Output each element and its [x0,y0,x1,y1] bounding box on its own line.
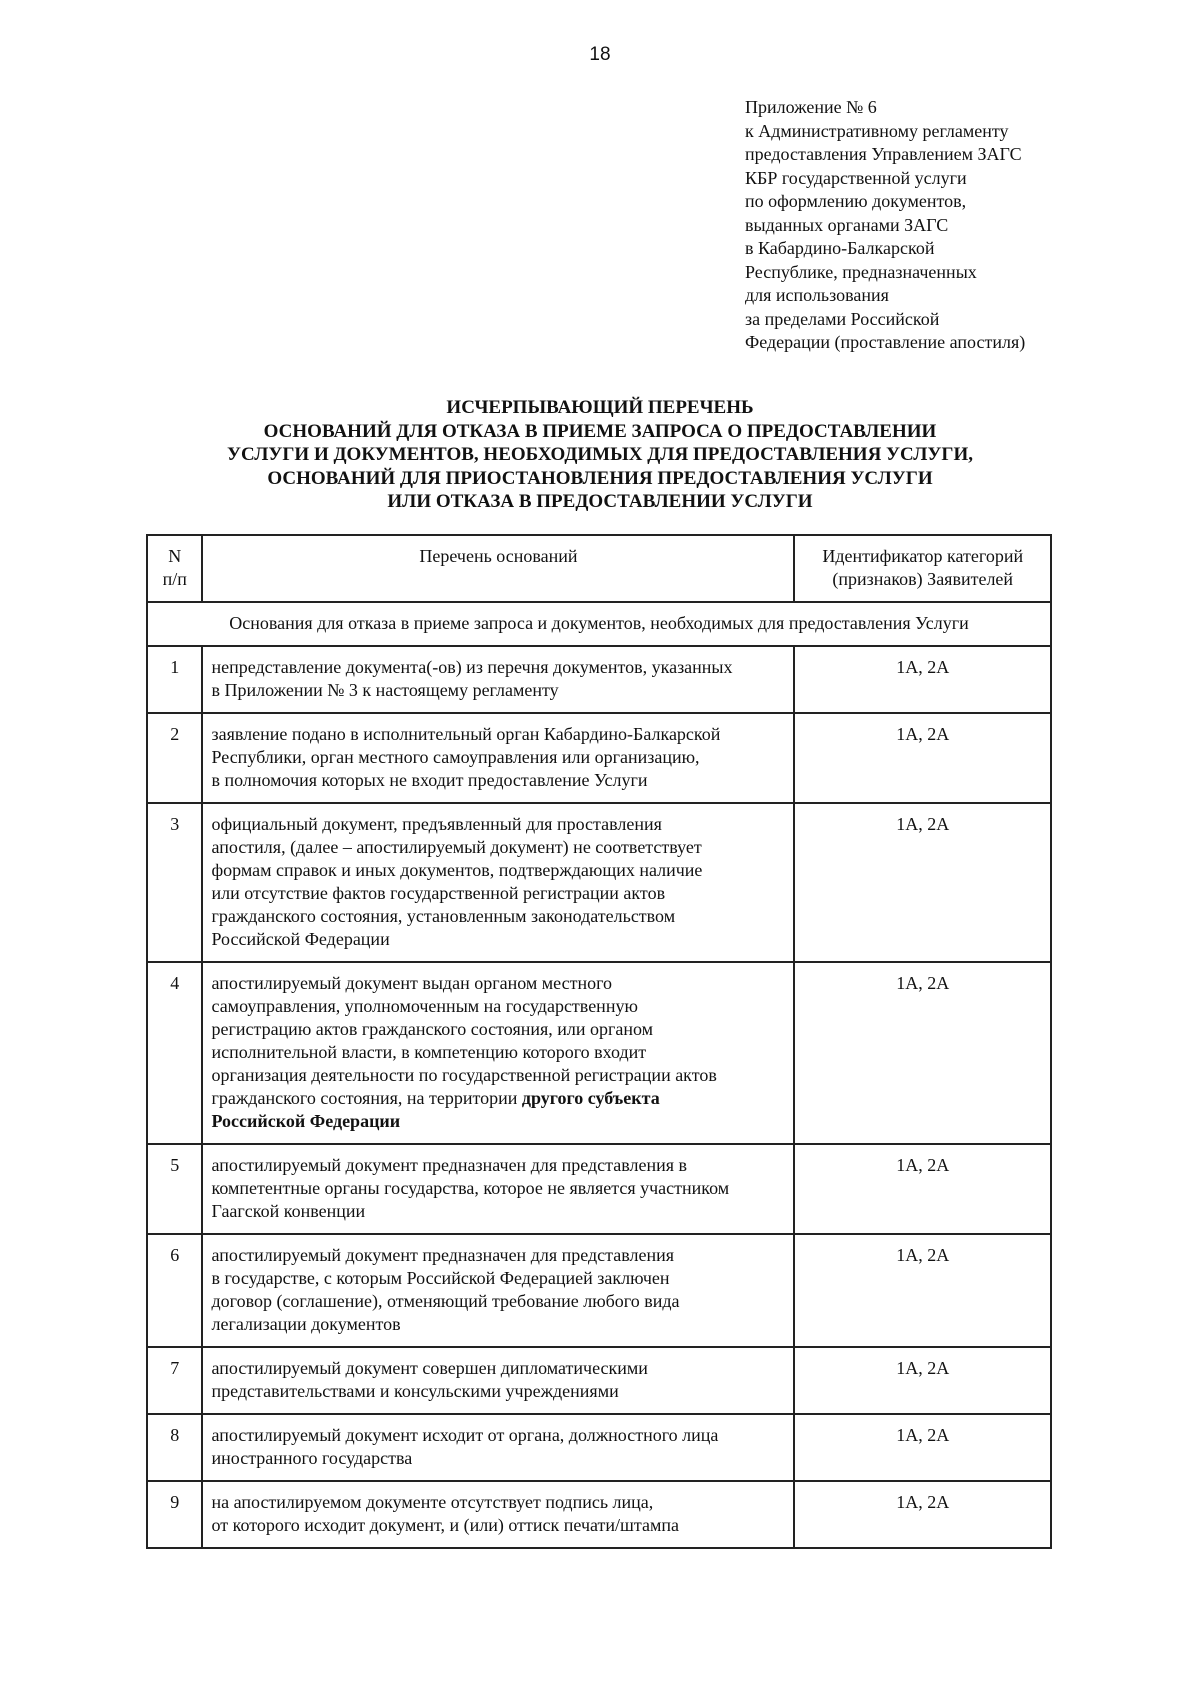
grounds-line: заявление подано в исполнительный орган Кабардино-Балкарской [211,724,721,744]
header-number [147,535,202,602]
row-applicant-ids: 1А, 2А [794,1347,1051,1414]
header-grounds: Перечень оснований [202,535,794,602]
row-grounds [202,1347,794,1414]
header-applicant-ids [794,535,1051,602]
table-row [147,1347,1051,1414]
row-applicant-ids: 1А, 2А [794,646,1051,713]
row-number: 9 [147,1481,202,1548]
row-number: 6 [147,1234,202,1347]
grounds-line [211,1087,785,1110]
annex-line: в Кабардино-Балкарской [745,238,935,258]
grounds-line: иностранного государства [211,1448,413,1468]
title-line: ОСНОВАНИЙ ДЛЯ ПРИОСТАНОВЛЕНИЯ ПРЕДОСТАВЛЕНИЯ УСЛУГИ [267,467,933,489]
grounds-line: в полномочия которых не входит предоставление Услуги [211,770,648,790]
section-title: Основания для отказа в приеме запроса и документов, необходимых для предоставления Услуги [147,602,1051,646]
grounds-line: легализации документов [211,1314,401,1334]
document-title [0,396,1200,514]
row-applicant-ids: 1А, 2А [794,1234,1051,1347]
grounds-line: или отсутствие фактов государственной регистрации актов [211,883,666,903]
table-row [147,1481,1051,1548]
grounds-bold-text: другого субъекта [521,1088,660,1108]
row-grounds [202,803,794,962]
row-applicant-ids: 1А, 2А [794,713,1051,803]
annex-header [745,96,1065,355]
grounds-line: апостилируемый документ выдан органом местного [211,973,613,993]
row-grounds [202,962,794,1144]
grounds-line: Республики, орган местного самоуправления или организацию, [211,747,700,767]
grounds-line: Гаагской конвенции [211,1201,366,1221]
annex-line: предоставления Управлением ЗАГС [745,144,1022,164]
grounds-line: исполнительной власти, в компетенцию которого входит [211,1042,647,1062]
table-row [147,713,1051,803]
grounds-line: Российской Федерации [211,929,390,949]
grounds-line: компетентные органы государства, которое не является участником [211,1178,730,1198]
row-applicant-ids: 1А, 2А [794,1481,1051,1548]
page-number: 18 [589,44,611,65]
grounds-table [146,534,1052,1549]
table-row [147,1234,1051,1347]
row-applicant-ids: 1А, 2А [794,962,1051,1144]
title-line: УСЛУГИ И ДОКУМЕНТОВ, НЕОБХОДИМЫХ ДЛЯ ПРЕДОСТАВЛЕНИЯ УСЛУГИ, [227,444,973,465]
table-row [147,962,1051,1144]
title-line: ИСЧЕРПЫВАЮЩИЙ ПЕРЕЧЕНЬ [446,397,754,418]
title-line: ОСНОВАНИЙ ДЛЯ ОТКАЗА В ПРИЕМЕ ЗАПРОСА О ПРЕДОСТАВЛЕНИИ [263,420,937,442]
grounds-line: официальный документ, предъявленный для проставления [211,814,662,834]
row-grounds [202,1234,794,1347]
annex-line: за пределами Российской [745,308,940,329]
row-applicant-ids: 1А, 2А [794,803,1051,962]
grounds-line [211,1110,785,1133]
header-number-line: N [168,546,182,566]
row-grounds [202,1481,794,1548]
annex-line: КБР государственной услуги [745,167,967,188]
annex-line: для использования [745,285,889,305]
grounds-line: договор (соглашение), отменяющий требование любого вида [211,1291,680,1311]
table-header-row [147,535,1051,602]
section-row [147,602,1051,646]
grounds-line: гражданского состояния, установленным законодательством [211,906,676,926]
grounds-line: апостилируемый документ предназначен для представления в [211,1155,687,1175]
grounds-line: от которого исходит документ, и (или) оттиск печати/штампа [211,1515,679,1535]
grounds-bold-text: Российской Федерации [211,1111,401,1131]
header-ids-line: Идентификатор категорий [822,546,1024,566]
row-number: 4 [147,962,202,1144]
grounds-line: регистрацию актов гражданского состояния, или органом [211,1019,654,1039]
table-row [147,646,1051,713]
annex-line: по оформлению документов, [745,191,967,211]
annex-line: Приложение № 6 [745,97,877,117]
row-grounds [202,646,794,713]
title-line: ИЛИ ОТКАЗА В ПРЕДОСТАВЛЕНИИ УСЛУГИ [387,491,813,512]
row-number: 5 [147,1144,202,1234]
annex-line: Республике, предназначенных [745,261,977,282]
row-applicant-ids: 1А, 2А [794,1414,1051,1481]
grounds-line: организация деятельности по государственной регистрации актов [211,1065,717,1085]
row-number: 2 [147,713,202,803]
header-number-line: п/п [162,569,187,589]
annex-line: к Административному регламенту [745,120,1009,141]
grounds-line: в Приложении № 3 к настоящему регламенту [211,680,559,700]
annex-line: выданных органами ЗАГС [745,214,949,235]
row-grounds [202,1414,794,1481]
row-grounds [202,1144,794,1234]
row-number: 8 [147,1414,202,1481]
header-ids-line: (признаков) Заявителей [832,569,1014,589]
row-number: 7 [147,1347,202,1414]
grounds-line: апостиля, (далее – апостилируемый документ) не соответствует [211,837,702,857]
row-applicant-ids: 1А, 2А [794,1144,1051,1234]
table-row [147,803,1051,962]
grounds-line: в государстве, с которым Российской Федерацией заключен [211,1268,670,1288]
table-row [147,1144,1051,1234]
grounds-line: на апостилируемом документе отсутствует подпись лица, [211,1492,654,1512]
table-row [147,1414,1051,1481]
grounds-line: апостилируемый документ совершен дипломатическими [211,1358,648,1378]
grounds-line: апостилируемый документ предназначен для представления [211,1245,674,1265]
annex-line: Федерации (проставление апостиля) [745,332,1026,352]
grounds-line: представительствами и консульскими учреждениями [211,1381,619,1401]
grounds-text: гражданского состояния, на территории [211,1088,522,1108]
grounds-line: апостилируемый документ исходит от органа, должностного лица [211,1425,719,1445]
grounds-line: формам справок и иных документов, подтверждающих наличие [211,860,703,880]
row-number: 3 [147,803,202,962]
grounds-line: непредставление документа(-ов) из перечня документов, указанных [211,657,733,677]
row-grounds [202,713,794,803]
row-number: 1 [147,646,202,713]
grounds-line: самоуправления, уполномоченным на государственную [211,996,638,1016]
